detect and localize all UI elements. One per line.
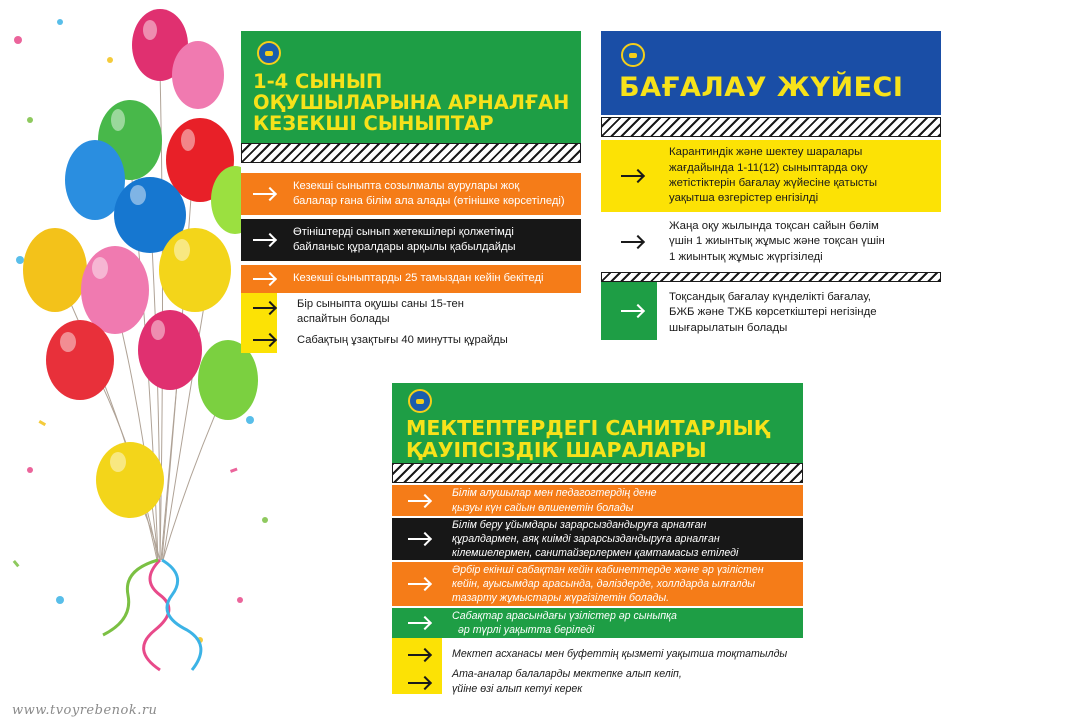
- white-text-area: [277, 293, 508, 353]
- item-text: Жаңа оқу жылында тоқсан сайын бөлім: [669, 219, 879, 232]
- arrow-right-icon: [621, 175, 643, 177]
- item-text: БЖБ және ТЖБ көрсеткіштері негізінде: [669, 306, 877, 319]
- green-white-group: [601, 282, 941, 340]
- item-text: Білім алушылар мен педагогтердің дене: [452, 487, 657, 500]
- card-sanitary-measures: [392, 383, 803, 695]
- arrow-right-icon: [253, 339, 275, 341]
- white-text-area: [442, 638, 787, 694]
- card-assessment-system: [601, 31, 941, 338]
- green-band: [601, 282, 657, 340]
- watermark-text: www.tvoyrebenok.ru: [12, 703, 158, 718]
- list-item: [241, 265, 581, 293]
- ministry-logo-icon: [621, 43, 645, 67]
- arrow-right-icon: [408, 583, 430, 585]
- arrow-right-icon: [253, 193, 275, 195]
- item-text: жағдайында 1-11(12) сыныптарда оқу: [669, 161, 868, 174]
- item-text: Өтініштерді сынып жетекшілері қолжетімді: [293, 225, 514, 238]
- item-text: құралдармен, аяқ киімді зарарсыздандыруға арналған: [452, 532, 720, 545]
- list-item: [392, 518, 803, 560]
- arrow-right-icon: [253, 278, 275, 280]
- ministry-logo-icon: [257, 41, 281, 65]
- item-text: Сабақтар арасындағы үзілістер әр сыныпқа: [452, 609, 677, 622]
- item-text: шығарылатын болады: [669, 321, 788, 334]
- arrow-right-icon: [408, 538, 430, 540]
- item-text: тазарту жұмыстары жүргізілетін болады.: [452, 592, 670, 605]
- title-line: МЕКТЕПТЕРДЕГІ САНИТАРЛЫҚ: [406, 416, 770, 440]
- card-duty-classes: [241, 31, 581, 347]
- list-item: [601, 214, 941, 270]
- yellow-band: [241, 293, 277, 353]
- hazard-stripe: [241, 143, 581, 163]
- arrow-right-icon: [408, 682, 430, 684]
- card-duty-classes-title: [253, 71, 569, 134]
- arrow-right-icon: [408, 500, 430, 502]
- item-text: байланыс құралдары арқылы қабылдайды: [293, 241, 516, 253]
- yellow-band: [392, 638, 442, 694]
- yellow-white-group: [241, 293, 581, 353]
- card-sanitary-title: [406, 417, 770, 461]
- card-sanitary-header: [392, 383, 803, 463]
- list-item: [392, 608, 803, 638]
- item-text: Білім беру ұйымдары зарарсыздандыруға арналған: [452, 518, 707, 531]
- item-text: Мектеп асханасы мен буфеттің қызметі уақытша тоқтатылды: [452, 648, 788, 660]
- item-text: әр түрлі уақытта беріледі: [458, 624, 595, 636]
- item-text: үйіне өзі алып кетуі керек: [452, 682, 583, 695]
- item-text: Әрбір екінші сабақтан кейін кабинеттерде және әр үзілістен: [452, 563, 764, 576]
- title-line: ҚАУІПСІЗДІК ШАРАЛАРЫ: [406, 438, 707, 463]
- hazard-stripe: [601, 117, 941, 137]
- item-text: үшін 1 жиынтық жұмыс және тоқсан үшін: [669, 235, 885, 248]
- card-assessment-header: [601, 31, 941, 115]
- item-text: Тоқсандық бағалау күнделікті бағалау,: [669, 291, 871, 303]
- hazard-stripe: [601, 272, 941, 282]
- arrow-right-icon: [408, 622, 430, 624]
- item-text: Сабақтың ұзақтығы 40 минутты құрайды: [297, 334, 508, 347]
- ministry-logo-icon: [408, 389, 432, 413]
- item-text: қызуы күн сайын өлшенетін болады: [452, 501, 634, 514]
- yellow-white-group: [392, 638, 803, 694]
- arrow-right-icon: [253, 307, 275, 309]
- list-item: [601, 140, 941, 212]
- white-text-area: [657, 282, 877, 340]
- item-text: жетістіктерін бағалау жүйесіне қатысты: [669, 177, 878, 189]
- item-text: Кезекші сыныптарды 25 тамыздан кейін бекітеді: [293, 272, 544, 285]
- hazard-stripe: [392, 463, 803, 483]
- arrow-right-icon: [621, 310, 643, 312]
- arrow-right-icon: [621, 241, 643, 243]
- item-text: уақытша өзгерістер енгізілді: [669, 192, 819, 205]
- arrow-right-icon: [253, 239, 275, 241]
- list-item: [241, 173, 581, 215]
- title-line: 1-4 СЫНЫП: [253, 70, 383, 93]
- item-text: Карантиндік және шектеу шаралары: [669, 146, 863, 159]
- item-text: Ата-аналар балаларды мектепке алып келіп,: [452, 668, 682, 681]
- title-line: КЕЗЕКШІ СЫНЫПТАР: [253, 112, 494, 136]
- list-item: [392, 562, 803, 606]
- card-assessment-title: БАҒАЛАУ ЖҮЙЕСІ: [619, 72, 904, 103]
- arrow-right-icon: [408, 654, 430, 656]
- list-item: [392, 485, 803, 516]
- list-item: [241, 219, 581, 261]
- item-text: аспайтын болады: [297, 313, 390, 326]
- card-duty-classes-header: [241, 31, 581, 143]
- item-text: 1 жиынтық жұмыс жүргізіледі: [669, 250, 823, 263]
- item-text: кілемшелермен, санитайзерлермен қамтамасыз етіледі: [452, 547, 739, 560]
- item-text: балалар ғана білім ала алады (өтінішке көрсетіледі): [293, 195, 565, 207]
- item-text: кейін, ауысымдар арасында, дәліздерде, холлдарда ылғалды: [452, 577, 756, 590]
- item-text: Бір сыныпта оқушы саны 15-тен: [297, 298, 464, 310]
- item-text: Кезекші сыныпта созылмалы аурулары жоқ: [293, 179, 520, 192]
- title-line: ОҚУШЫЛАРЫНА АРНАЛҒАН: [253, 91, 570, 115]
